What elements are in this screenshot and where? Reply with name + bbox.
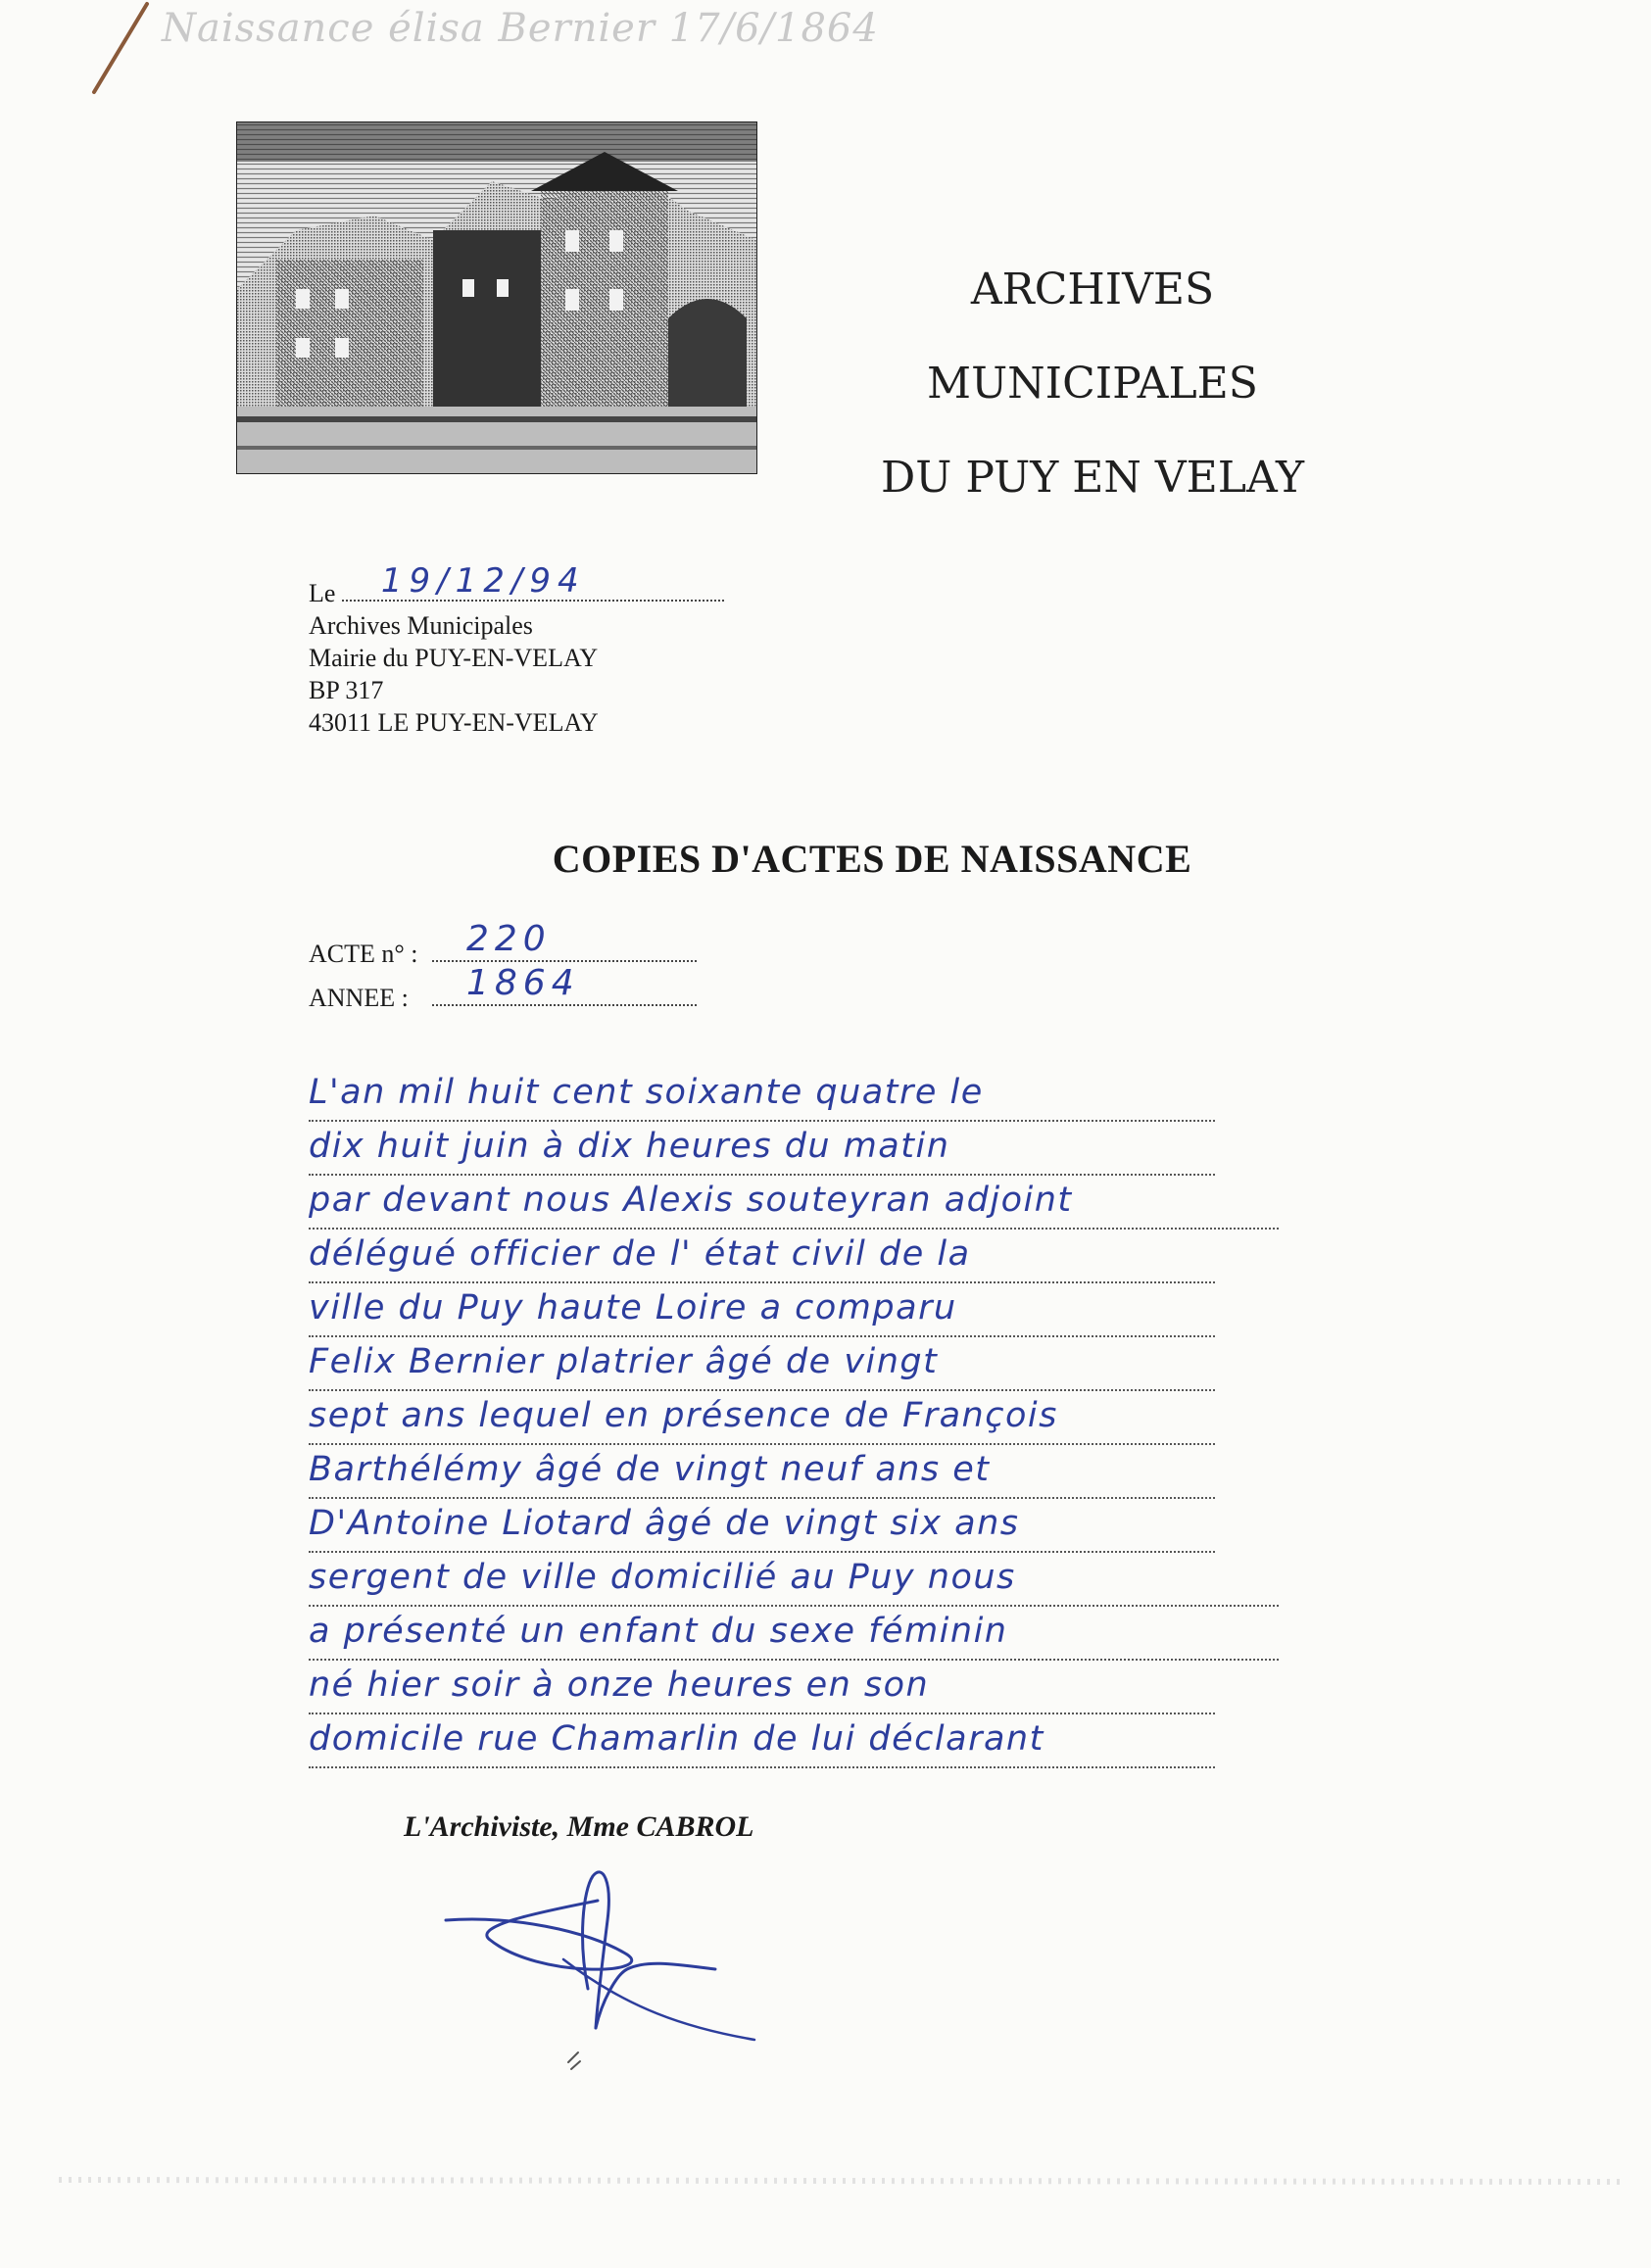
act-line: D'Antoine Liotard âgé de vingt six ans: [309, 1499, 1215, 1553]
address-line: 43011 LE PUY-EN-VELAY: [309, 708, 599, 737]
town-engraving-image: [236, 121, 757, 474]
pencil-note: Naissance élisa Bernier 17/6/1864: [162, 6, 879, 51]
heading-line-3: DU PUY EN VELAY: [880, 453, 1305, 503]
annee-label: ANNEE :: [309, 984, 409, 1012]
act-line: dix huit juin à dix heures du matin: [309, 1122, 1215, 1176]
address-block: [309, 561, 724, 739]
date-field: [342, 561, 724, 602]
address-line: Archives Municipales: [309, 611, 533, 640]
acte-label: ACTE n° :: [309, 940, 418, 968]
date-value: 19/12/94: [380, 561, 586, 601]
annee-value: 1864: [466, 963, 580, 1003]
act-line: délégué officier de l' état civil de la: [309, 1230, 1215, 1283]
act-line: Barthélémy âgé de vingt neuf ans et: [309, 1445, 1215, 1499]
date-label: Le: [309, 579, 342, 607]
act-line: né hier soir à onze heures en son: [309, 1661, 1215, 1714]
pencil-stroke: [88, 0, 157, 103]
act-line: L'an mil huit cent soixante quatre le: [309, 1068, 1215, 1122]
scan-noise: [59, 2160, 1627, 2204]
acte-block: [309, 919, 697, 1019]
act-line: domicile rue Chamarlin de lui déclarant: [309, 1714, 1215, 1768]
act-line: sergent de ville domicilié au Puy nous: [309, 1553, 1279, 1607]
date-row: [309, 561, 724, 609]
handwritten-act-text: [309, 1068, 1215, 1768]
address-line: Mairie du PUY-EN-VELAY: [309, 644, 599, 672]
act-line: sept ans lequel en présence de François: [309, 1391, 1215, 1445]
handwritten-signature: [431, 1861, 784, 2101]
archiviste-name: L'Archiviste, Mme CABROL: [404, 1810, 754, 1843]
heading-line-2: MUNICIPALES: [927, 359, 1258, 409]
act-line: a présenté un enfant du sexe féminin: [309, 1607, 1279, 1661]
archives-heading: [862, 243, 1323, 525]
document-title: COPIES D'ACTES DE NAISSANCE: [552, 837, 1192, 881]
act-line: ville du Puy haute Loire a comparu: [309, 1283, 1215, 1337]
address-line: BP 317: [309, 676, 384, 704]
annee-row: [309, 963, 697, 1019]
act-line: par devant nous Alexis souteyran adjoint: [309, 1176, 1279, 1230]
acte-value: 220: [466, 919, 552, 959]
acte-field: [432, 919, 697, 962]
act-line: Felix Bernier platrier âgé de vingt: [309, 1337, 1215, 1391]
heading-line-1: ARCHIVES: [970, 265, 1215, 314]
annee-field: [432, 963, 697, 1006]
